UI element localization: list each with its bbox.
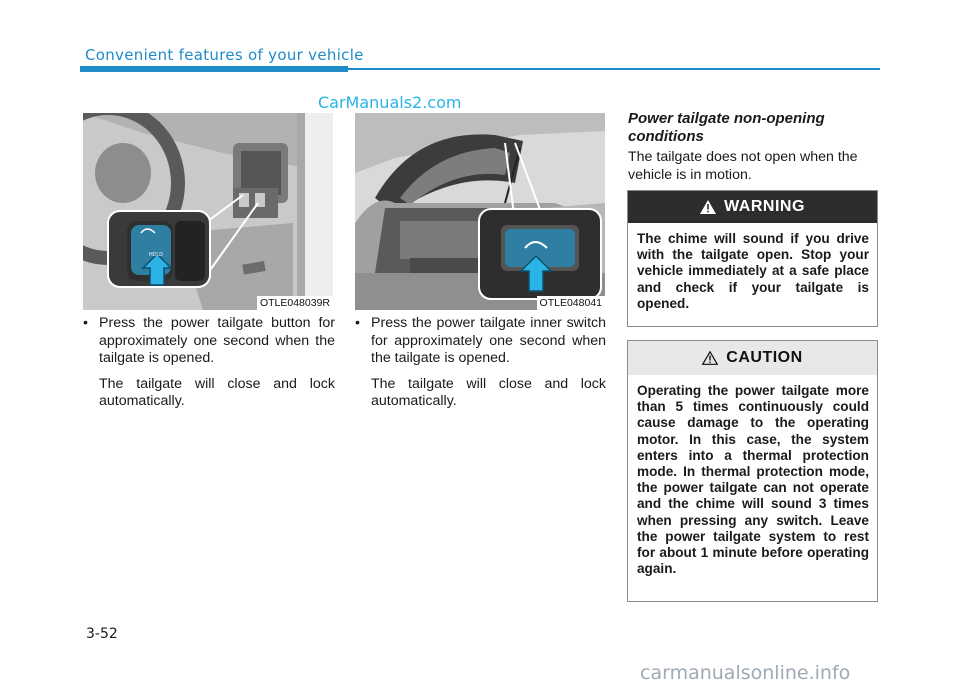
caution-box [627, 340, 878, 602]
bullet-dot-icon: • [83, 315, 88, 331]
note-text: The tailgate will close and lock automatically. [371, 375, 606, 409]
header-rule [348, 68, 880, 70]
figure-caption: OTLE048041 [537, 296, 605, 310]
caution-title: CAUTION [726, 349, 803, 366]
list-item [83, 315, 335, 368]
dashboard-illustration [83, 113, 333, 310]
tailgate-illustration [355, 113, 605, 310]
page-number: 3-52 [86, 626, 118, 642]
hold-label: HOLD [149, 252, 163, 258]
warning-header [628, 191, 877, 223]
caution-header [628, 341, 877, 375]
section-paragraph: The tailgate does not open when the vehicle is in motion. [628, 149, 858, 183]
header-accent-bar [80, 66, 348, 72]
warning-title: WARNING [724, 198, 805, 215]
warning-triangle-icon [700, 200, 716, 214]
figure-caption: OTLE048039R [257, 296, 333, 310]
note-text: The tailgate will close and lock automatically. [99, 375, 335, 409]
warning-body: The chime will sound if you drive with the tailgate open. Stop your vehicle immediately at a safe place and check if your tailgate is opened. [637, 231, 869, 311]
watermark-bottom[interactable]: carmanualsonline.info [640, 662, 851, 684]
list-item [355, 315, 606, 368]
warning-box [627, 190, 878, 327]
watermark-top[interactable]: CarManuals2.com [318, 93, 462, 112]
figure-dashboard-button [83, 113, 333, 310]
section-heading: Power tailgate non-opening conditions [628, 110, 825, 145]
caution-triangle-icon [702, 351, 718, 365]
bullet-text: Press the power tailgate button for approximately one second when the tailgate is opened. [99, 315, 335, 366]
caution-body: Operating the power tailgate more than 5 times continuously could cause damage to the operating motor. In this case, the system enters into a thermal protection mode. In thermal protection mode, the power tailgate can not operate and the chime will sound 3 times when pressing any switch. Leave the power tailgate system to rest for about 1 minute before operating again. [637, 383, 869, 577]
bullet-dot-icon: • [355, 315, 360, 331]
section-title: Convenient features of your vehicle [85, 46, 364, 64]
column1-text [83, 315, 335, 411]
bullet-text: Press the power tailgate inner switch for approximately one second when the tailgate is opened. [371, 315, 606, 366]
column2-text [355, 315, 606, 411]
figure-open-tailgate [355, 113, 605, 310]
